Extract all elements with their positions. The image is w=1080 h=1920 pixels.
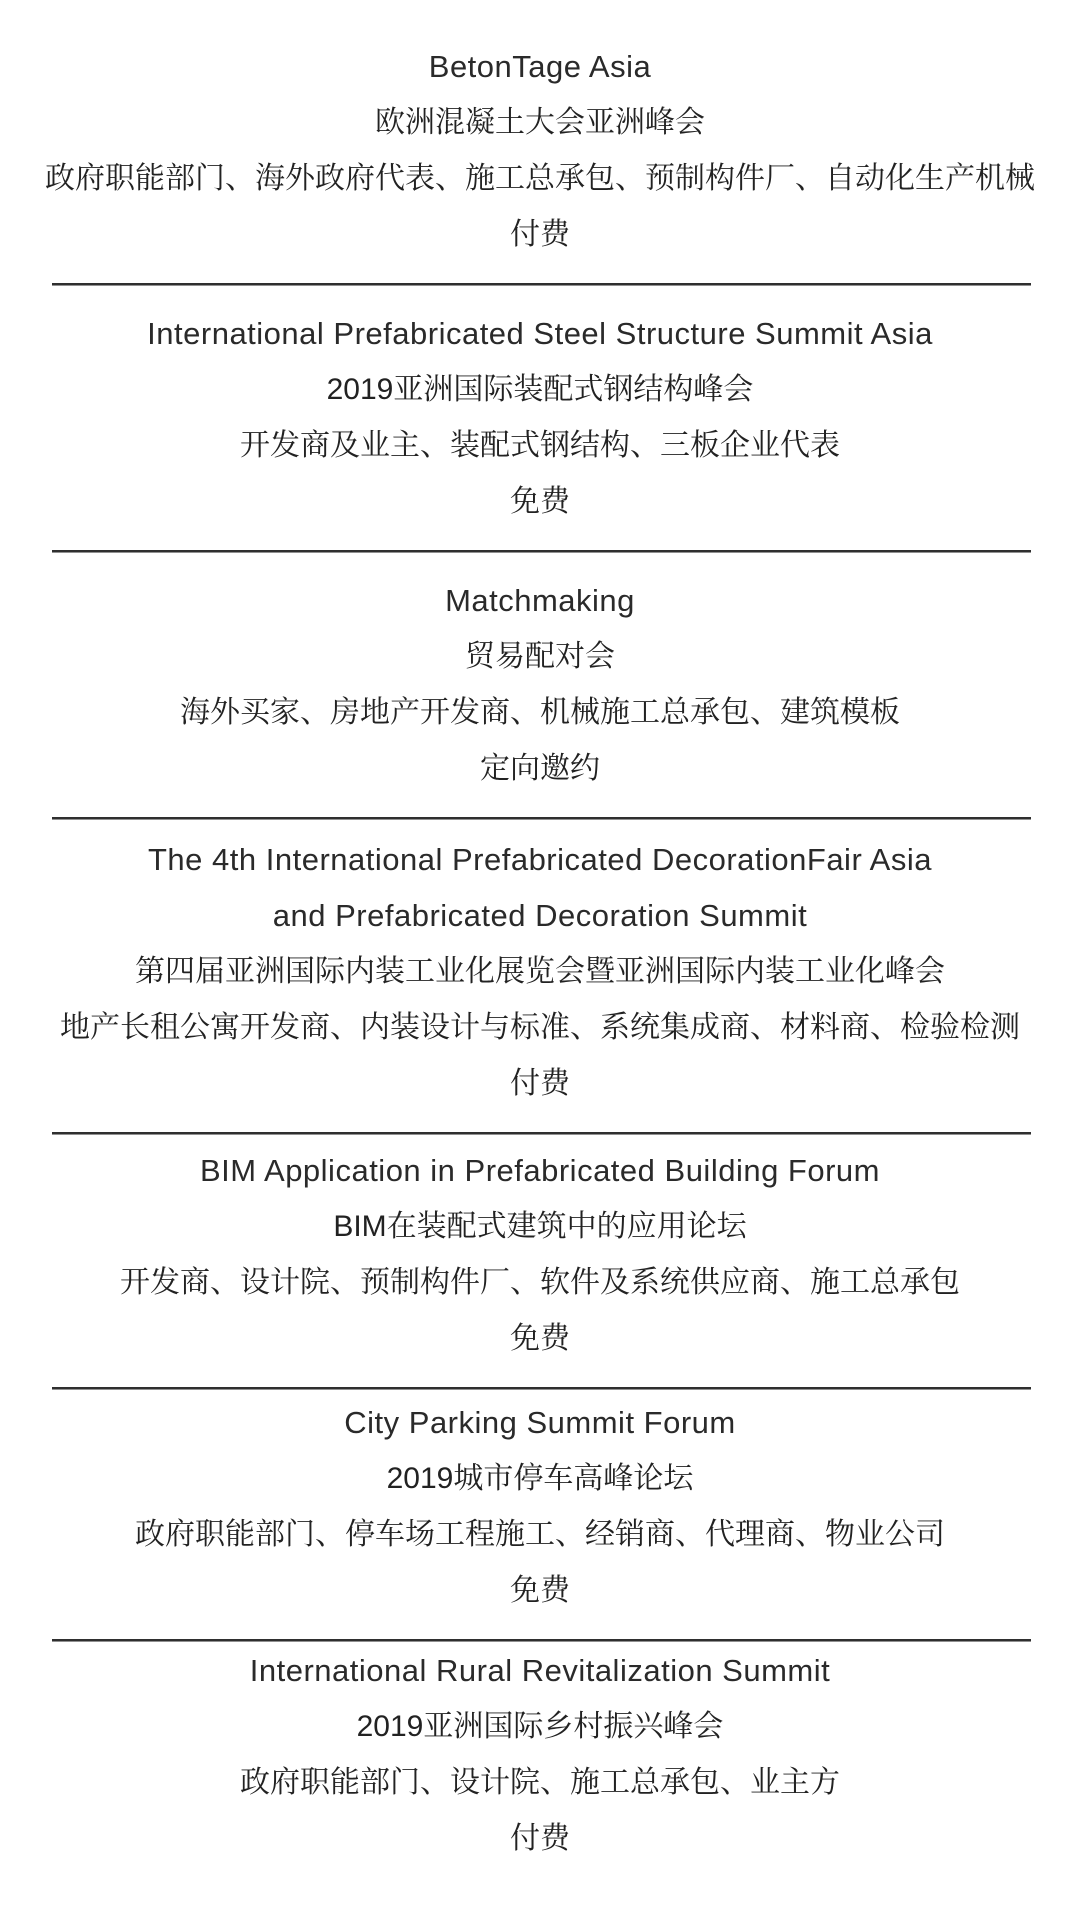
event-audience-line: 政府职能部门、设计院、施工总承包、业主方: [240, 1766, 840, 1799]
event-section: [0, 832, 1080, 1112]
event-title-zh: 第四届亚洲国际内装工业化展览会暨亚洲国际内装工业化峰会: [135, 955, 945, 988]
event-audience-line: 开发商、设计院、预制构件厂、软件及系统供应商、施工总承包: [120, 1266, 960, 1299]
event-title-zh: 2019亚洲国际乡村振兴峰会: [356, 1710, 724, 1743]
event-fee-label: 付费: [510, 218, 570, 251]
event-section: [0, 573, 1080, 797]
event-section: [0, 39, 1080, 263]
event-audience-line: 政府职能部门、海外政府代表、施工总承包、预制构件厂、自动化生产机械: [45, 162, 1035, 195]
event-title-en: City Parking Summit Forum: [344, 1405, 736, 1440]
event-fee-label: 付费: [510, 1067, 570, 1100]
event-section: [0, 1395, 1080, 1619]
event-title-en: International Prefabricated Steel Structure Summit Asia: [147, 316, 933, 351]
event-fee-label: 免费: [510, 1322, 570, 1355]
event-audience-line: 地产长租公寓开发商、内装设计与标准、系统集成商、材料商、检验检测: [60, 1011, 1020, 1044]
section-divider: [52, 1387, 1031, 1390]
event-fee-label: 免费: [510, 1574, 570, 1607]
event-section: [0, 1143, 1080, 1367]
event-title-en: International Rural Revitalization Summit: [249, 1653, 831, 1688]
event-section: [0, 306, 1080, 530]
section-divider: [52, 817, 1031, 820]
event-section: [0, 1643, 1080, 1867]
event-title-zh: 欧洲混凝土大会亚洲峰会: [375, 106, 705, 139]
event-title-en: The 4th International Prefabricated DecorationFair Asia: [148, 842, 932, 877]
section-divider: [52, 283, 1031, 286]
event-audience-line: 海外买家、房地产开发商、机械施工总承包、建筑模板: [180, 696, 900, 729]
event-audience-line: 政府职能部门、停车场工程施工、经销商、代理商、物业公司: [135, 1518, 945, 1551]
event-title-en: and Prefabricated Decoration Summit: [272, 898, 808, 933]
event-title-zh: 2019城市停车高峰论坛: [386, 1462, 694, 1495]
section-divider: [52, 1132, 1031, 1135]
event-fee-label: 付费: [510, 1822, 570, 1855]
event-title-en: BIM Application in Prefabricated Building Forum: [200, 1153, 880, 1188]
event-title-en: Matchmaking: [445, 583, 635, 618]
event-title-en: BetonTage Asia: [428, 49, 652, 84]
event-audience-line: 开发商及业主、装配式钢结构、三板企业代表: [240, 429, 840, 462]
event-fee-label: 定向邀约: [480, 752, 600, 785]
event-fee-label: 免费: [510, 485, 570, 518]
event-title-zh: 贸易配对会: [465, 640, 615, 673]
event-title-zh: 2019亚洲国际装配式钢结构峰会: [326, 373, 754, 406]
section-divider: [52, 550, 1031, 553]
event-title-zh: BIM在装配式建筑中的应用论坛: [333, 1210, 747, 1243]
section-divider: [52, 1639, 1031, 1642]
